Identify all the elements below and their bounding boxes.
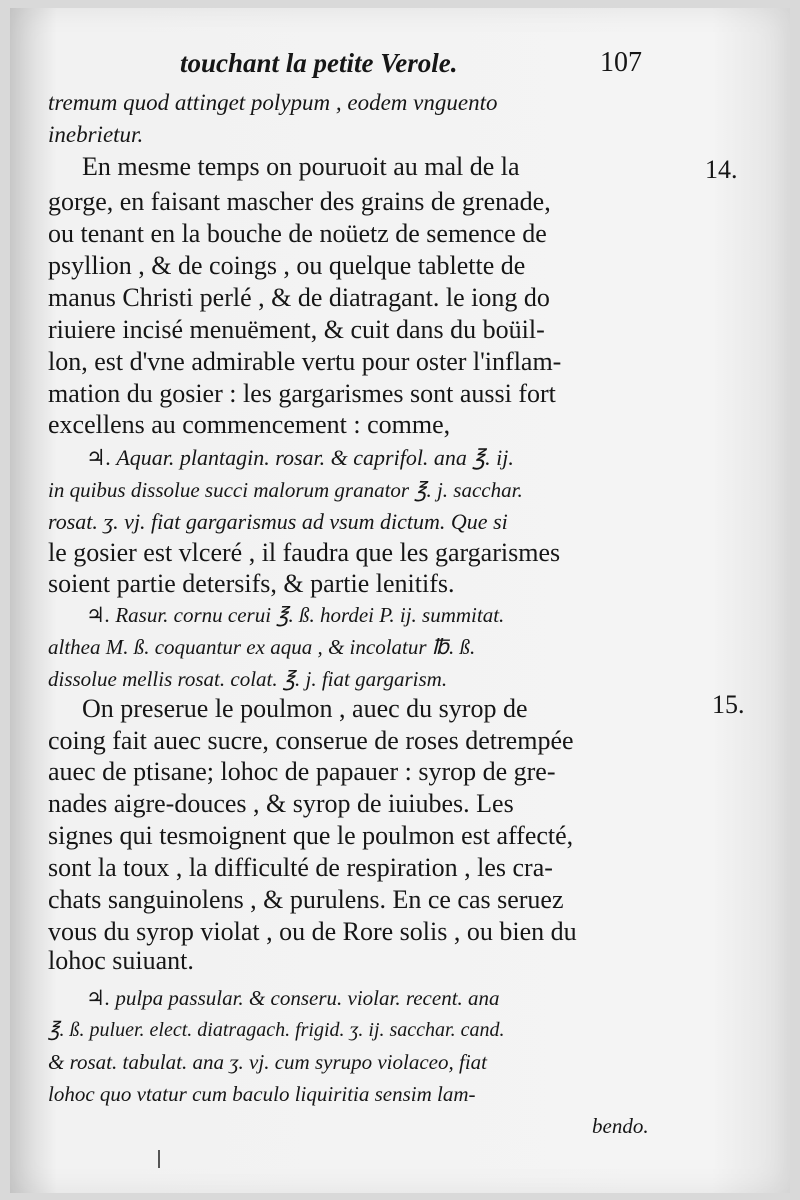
recipe-line: ♃. pulpa passular. & conseru. violar. recent. ana	[86, 986, 500, 1010]
text-line: En mesme temps on pouruoit au mal de la	[82, 152, 520, 181]
page-number: 107	[600, 47, 642, 78]
recipe-line: ♃. Rasur. cornu cerui ℥. ß. hordei P. ij. summitat.	[86, 603, 505, 627]
text-line: lon, est d'vne admirable vertu pour oster l'inflam-	[48, 347, 562, 376]
text-line: mation du gosier : les gargarismes sont aussi fort	[48, 379, 556, 408]
text-line: tremum quod attinget polypum , eodem vnguento	[48, 90, 498, 115]
text-line: sont la toux , la difficulté de respiration , les cra-	[48, 853, 553, 882]
text-line: riuiere incisé menuëment, & cuit dans du boüil-	[48, 315, 545, 344]
text-line: nades aigre-douces , & syrop de iuiubes. Les	[48, 789, 514, 818]
text-line: inebrietur.	[48, 122, 144, 147]
text-line: le gosier est vlceré , il faudra que les gargarismes	[48, 538, 561, 567]
margin-number-15: 15.	[712, 690, 745, 719]
text-line: coing fait auec sucre, conserue de roses detrempée	[48, 726, 574, 755]
recipe-line: bendo.	[592, 1114, 649, 1138]
text-line: lohoc suiuant.	[48, 946, 194, 975]
text-line: psyllion , & de coings , ou quelque tablette de	[48, 251, 526, 280]
bottom-mark	[158, 1150, 160, 1168]
text-line: auec de ptisane; lohoc de papauer : syrop de gre-	[48, 757, 556, 786]
text-line: gorge, en faisant mascher des grains de grenade,	[48, 187, 551, 216]
running-title: touchant la petite Verole.	[180, 48, 458, 78]
text-line: On preserue le poulmon , auec du syrop de	[82, 694, 528, 723]
recipe-line: rosat. ʒ. vj. fiat gargarismus ad vsum dictum. Que si	[48, 509, 508, 534]
recipe-line: & rosat. tabulat. ana ʒ. vj. cum syrupo violaceo, fiat	[48, 1050, 488, 1074]
recipe-line: lohoc quo vtatur cum baculo liquiritia sensim lam-	[48, 1082, 476, 1106]
recipe-line: althea M. ß. coquantur ex aqua , & incolatur ℔. ß.	[48, 635, 476, 659]
text-line: signes qui tesmoignent que le poulmon est affecté,	[48, 821, 574, 850]
text-line: excellens au commencement : comme,	[48, 410, 451, 439]
recipe-line: in quibus dissolue succi malorum granator ℥. j. sacchar.	[48, 478, 523, 502]
text-line: soient partie detersifs, & partie lenitifs.	[48, 569, 455, 598]
text-line: vous du syrop violat , ou de Rore solis , ou bien du	[48, 917, 577, 946]
recipe-line: ℥. ß. puluer. elect. diatragach. frigid. ʒ. ij. sacchar. cand.	[48, 1019, 505, 1041]
recipe-line: ♃. Aquar. plantagin. rosar. & caprifol. ana ℥. ij.	[86, 445, 514, 470]
text-line: ou tenant en la bouche de noüetz de semence de	[48, 219, 547, 248]
text-line: manus Christi perlé , & de diatragant. le iong do	[48, 283, 550, 312]
margin-number-14: 14.	[705, 155, 738, 184]
recipe-line: dissolue mellis rosat. colat. ℥. j. fiat gargarism.	[48, 667, 448, 691]
text-line: chats sanguinolens , & purulens. En ce cas seruez	[48, 885, 564, 914]
